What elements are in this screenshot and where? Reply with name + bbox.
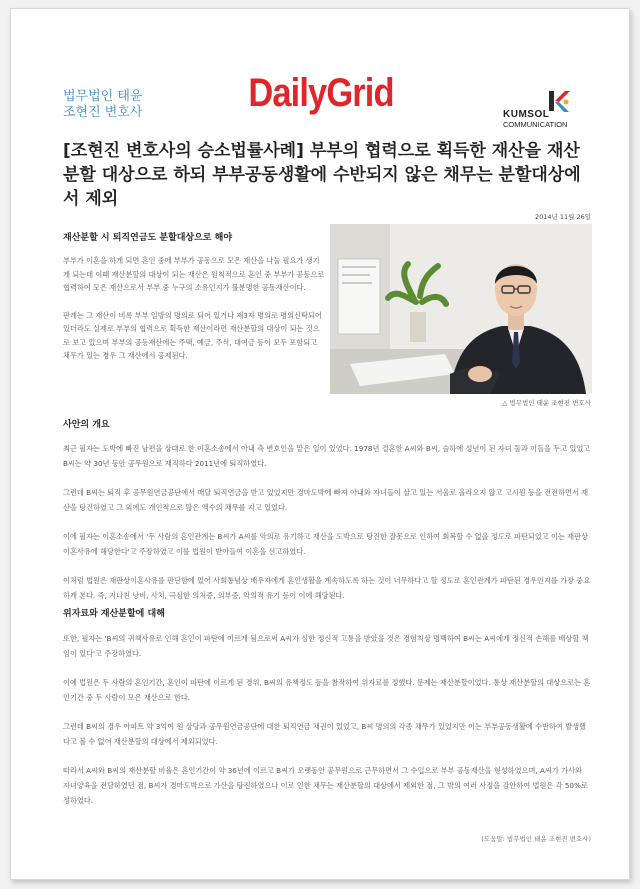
document-page — [10, 8, 630, 880]
law-firm-name: 법무법인 태윤 — [63, 89, 143, 104]
body-paragraph: 이처럼 법원은 재판상이혼사유를 판단함에 있어 사회통념상 배우자에게 혼인생활을 계속하도록 하는 것이 너무하다고 할 정도로 혼인관계가 파탄된 경우인지를 가장 중요하게 본다. 즉, 지나친 낭비, 사치, 극심한 의처증, 의부증, 악의적 유기 등이 이에 해당된다. — [63, 576, 591, 600]
article-headline: [조현진 변호사의 승소법률사례] 부부의 협력으로 획득한 재산을 재산분할 대상으로 하되 부부공동생활에 수반되지 않은 채무는 분할대상에서 제외 — [63, 141, 581, 209]
intro-text — [63, 254, 325, 377]
kumsol-sub: COMMUNICATION — [503, 120, 568, 129]
section-overview-body — [63, 441, 591, 617]
body-paragraph: 그런데 B씨는 퇴직 후 공무원연금공단에서 매달 퇴직연금을 받고 있었지만 경마도박에 빠져 아내와 자녀들이 살고 있는 서울로 올라오지 않고 고시원 등을 전전하면서 재산을 탕진하였고 그 외에도 개인적으로 많은 액수의 채무를 지고 있었다. — [63, 488, 589, 512]
header — [11, 9, 631, 134]
source-credit: (도움말: 법무법인 태윤 조현진 변호사) — [481, 835, 591, 843]
body-paragraph: 이에 필자는 이혼소송에서 '두 사람의 혼인관계는 B씨가 A씨를 악의로 유기하고 재산을 도박으로 탕진한 잘못으로 인하여 회복할 수 없을 정도로 파탄되었고 이는 재판상이혼사유에 해당한다'고 주장하였고 이를 법원이 받아들여 이혼을 선고하였다. — [63, 532, 588, 556]
lawyer-photo — [330, 224, 592, 394]
body-paragraph: 이에 법원은 두 사람의 혼인기간, 혼인이 파탄에 이르게 된 경위, B씨의 유책정도 등을 참작하여 위자료를 정했다. 문제는 재산분할이었다. 통상 재산분할의 대상으로는 혼인기간 중 두 사람이 모은 재산으로 한다. — [63, 678, 591, 702]
photo-caption: △ 법무법인 태윤 조현진 변호사 — [502, 399, 591, 407]
kumsol-name: KUMSOL — [503, 109, 550, 120]
body-paragraph: 그런데 B씨의 경우 아파트 약 3억여 원 상당과 공무원연금공단에 대한 퇴직연금 채권이 있었고, B씨 명의의 각종 채무가 있었지만 이는 부부공동생활에 수반하여 발생했다고 볼 수 없어 재산분할의 대상에서 제외되었다. — [63, 722, 586, 746]
kumsol-logo — [499, 91, 579, 131]
body-paragraph: 따라서 A씨와 B씨의 재산분할 비율은 혼인기간이 약 36년에 이르고 B씨가 오랫동안 공무원으로 근무하면서 그 수입으로 부부 공동재산을 형성하였으며, A씨가 가사와 자녀양육을 전담하였던 점, B씨가 경마도박으로 가산을 탕진하였으나 이로 인한 채무는 재산분할의 대상에서 제외한 점, 그 밖의 여러 사정을 감안하여 법원은 각 50%로 정하였다. — [63, 766, 588, 805]
intro-paragraph: 판례는 그 재산이 비록 부부 일방의 명의로 되어 있거나 제3자 명의로 명의신탁되어 있더라도 실제로 부부의 협력으로 획득한 재산이라면 재산분할의 대상이 되는 것으로 보고 있으며 부부의 공동재산에는 주택, 예금, 주식, 대여금 등이 모두 포함되고 채무가 있는 경우 그 재산에서 공제된다. — [63, 310, 322, 360]
article-subhead: 재산분할 시 퇴직연금도 분할대상으로 해야 — [63, 233, 233, 243]
section-title-alimony: 위자료와 재산분할에 대해 — [63, 609, 165, 619]
body-paragraph: 또한, 필자는 'B씨의 귀책사유로 인해 혼인이 파탄에 이르게 됨으로써 A씨가 심한 정신적 고통을 받았을 것은 경험칙상 명백하여 B씨는 A씨에게 정신적 손해를 배상할 책임이 있다'고 주장하였다. — [63, 634, 589, 658]
article-date: 2014년 11월 26일 — [534, 213, 591, 221]
dailygrid-logo: DailyGrid — [248, 71, 394, 115]
kumsol-mark-icon — [547, 91, 571, 113]
section-alimony-body — [63, 631, 591, 822]
body-paragraph: 최근 필자는 도박에 빠진 남편을 상대로 한 이혼소송에서 아내 측 변호인을 맡은 일이 있었다. 1978년 결혼한 A씨와 B씨, 슬하에 성년이 된 자녀 둘과 이들을 두고 있었고 B씨는 약 30년 동안 공무원으로 재직하다 2011년에 퇴직하였다. — [63, 444, 591, 468]
intro-paragraph: 부부가 이혼을 하게 되면 혼인 중에 부부가 공동으로 모은 재산을 나눌 필요가 생기게 되는데 이때 재산분할의 대상이 되는 재산은 원칙적으로 혼인 중 부부가 공동으로 협력하여 모은 재산으로서 부부 중 누구의 소유인지가 불분명한 공동재산이다. — [63, 256, 325, 292]
lawyer-portrait-image — [330, 224, 592, 394]
lawyer-name: 조현진 변호사 — [63, 105, 143, 120]
section-title-overview: 사안의 개요 — [63, 420, 110, 430]
